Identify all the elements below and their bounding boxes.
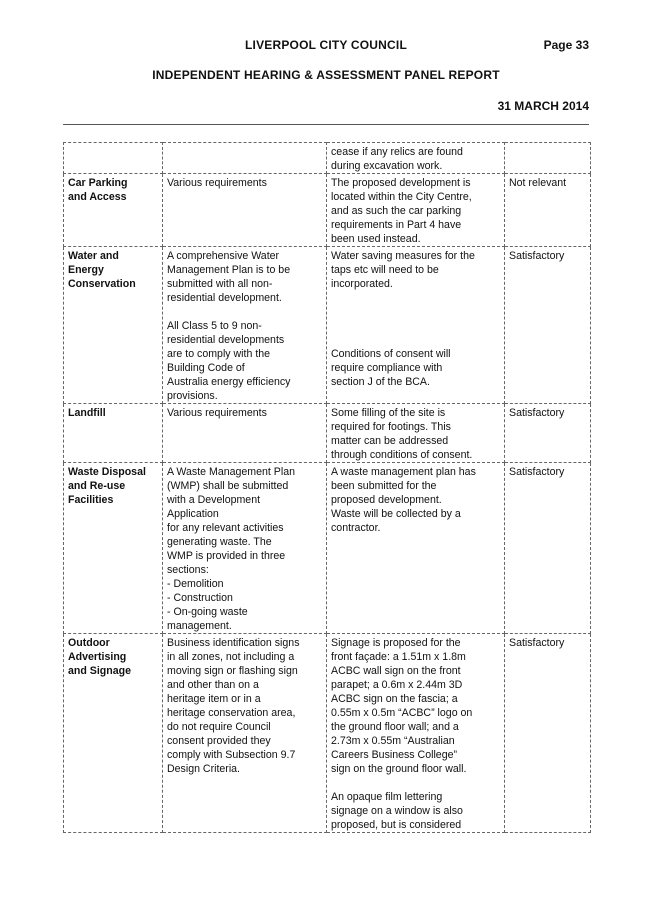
header-rule (63, 124, 589, 125)
status-cell (505, 463, 591, 634)
table-row (64, 634, 591, 833)
requirement-text: All Class 5 to 9 non- residential developments are to comply with the Building Code of Australia energy efficiency provisions. (167, 320, 291, 402)
topic-cell (64, 143, 163, 174)
comment-text: The proposed development is located within the City Centre, and as such the car parking requirements in Part 4 have been used instead. (331, 177, 472, 245)
comment-text: Signage is proposed for the front façade: a 1.51m x 1.8m ACBC wall sign on the front parapet; a 0.6m x 2.44m 3D ACBC sign on the fascia; a 0.55m x 0.5m “ACBC” logo on the ground floor wall; and a 2.73m x 0.55m “Australian Careers Business College” sign on the ground floor wall. (331, 637, 473, 775)
assessment-table (63, 142, 591, 833)
page-header (0, 38, 652, 54)
topic-cell (64, 463, 163, 634)
requirement-text: Business identification signs in all zones, not including a moving sign or flashing sign and other than on a heritage item or in a heritage conservation area, do not require Council consent provided they comply with Subsection 9.7 Design Criteria. (167, 637, 300, 775)
table-row (64, 174, 591, 247)
topic-text: Landfill (68, 407, 106, 419)
table-row (64, 404, 591, 463)
topic-cell (64, 247, 163, 404)
comment-cell (327, 174, 505, 247)
assessment-table-body (64, 143, 591, 833)
topic-cell (64, 404, 163, 463)
requirement-cell (163, 174, 327, 247)
requirement-text: A Waste Management Plan (WMP) shall be submitted with a Development Application for any relevant activities generating waste. The WMP is provided in three sections: - Demolition - Construction - On-going waste management. (167, 466, 295, 632)
comment-cell (327, 634, 505, 833)
status-text: Satisfactory (509, 637, 565, 649)
topic-text: Car Parking and Access (68, 177, 128, 203)
table-row (64, 463, 591, 634)
comment-cell (327, 404, 505, 463)
comment-text: A waste management plan has been submitted for the proposed development. Waste will be collected by a contractor. (331, 466, 476, 534)
page-number: Page 33 (543, 38, 589, 52)
status-cell (505, 634, 591, 833)
status-text: Satisfactory (509, 250, 565, 262)
requirement-text: A comprehensive Water Management Plan is to be submitted with all non- residential development. (167, 250, 291, 304)
requirement-text: Various requirements (167, 407, 267, 419)
comment-text: Water saving measures for the taps etc will need to be incorporated. (331, 250, 475, 290)
comment-cell (327, 247, 505, 404)
requirement-cell (163, 634, 327, 833)
table-row (64, 247, 591, 404)
topic-text: Waste Disposal and Re-use Facilities (68, 466, 146, 506)
comment-cell (327, 463, 505, 634)
status-cell (505, 247, 591, 404)
report-title: INDEPENDENT HEARING & ASSESSMENT PANEL REPORT (152, 68, 500, 82)
comment-text: Some filling of the site is required for footings. This matter can be addressed through conditions of consent. (331, 407, 473, 461)
comment-text: cease if any relics are found during excavation work. (331, 146, 463, 172)
status-text: Satisfactory (509, 407, 565, 419)
status-cell (505, 143, 591, 174)
report-date: 31 MARCH 2014 (497, 99, 589, 113)
status-cell (505, 174, 591, 247)
comment-text: An opaque film lettering signage on a window is also proposed, but is considered (331, 791, 463, 831)
requirement-cell (163, 463, 327, 634)
status-cell (505, 404, 591, 463)
requirement-cell (163, 143, 327, 174)
table-row (64, 143, 591, 174)
topic-cell (64, 634, 163, 833)
status-text: Not relevant (509, 177, 567, 189)
requirement-text: Various requirements (167, 177, 267, 189)
council-name: LIVERPOOL CITY COUNCIL (245, 38, 407, 52)
comment-text: Conditions of consent will require compliance with section J of the BCA. (331, 348, 451, 388)
topic-text: Outdoor Advertising and Signage (68, 637, 131, 677)
topic-cell (64, 174, 163, 247)
status-text: Satisfactory (509, 466, 565, 478)
requirement-cell (163, 404, 327, 463)
topic-text: Water and Energy Conservation (68, 250, 136, 290)
comment-cell (327, 143, 505, 174)
requirement-cell (163, 247, 327, 404)
